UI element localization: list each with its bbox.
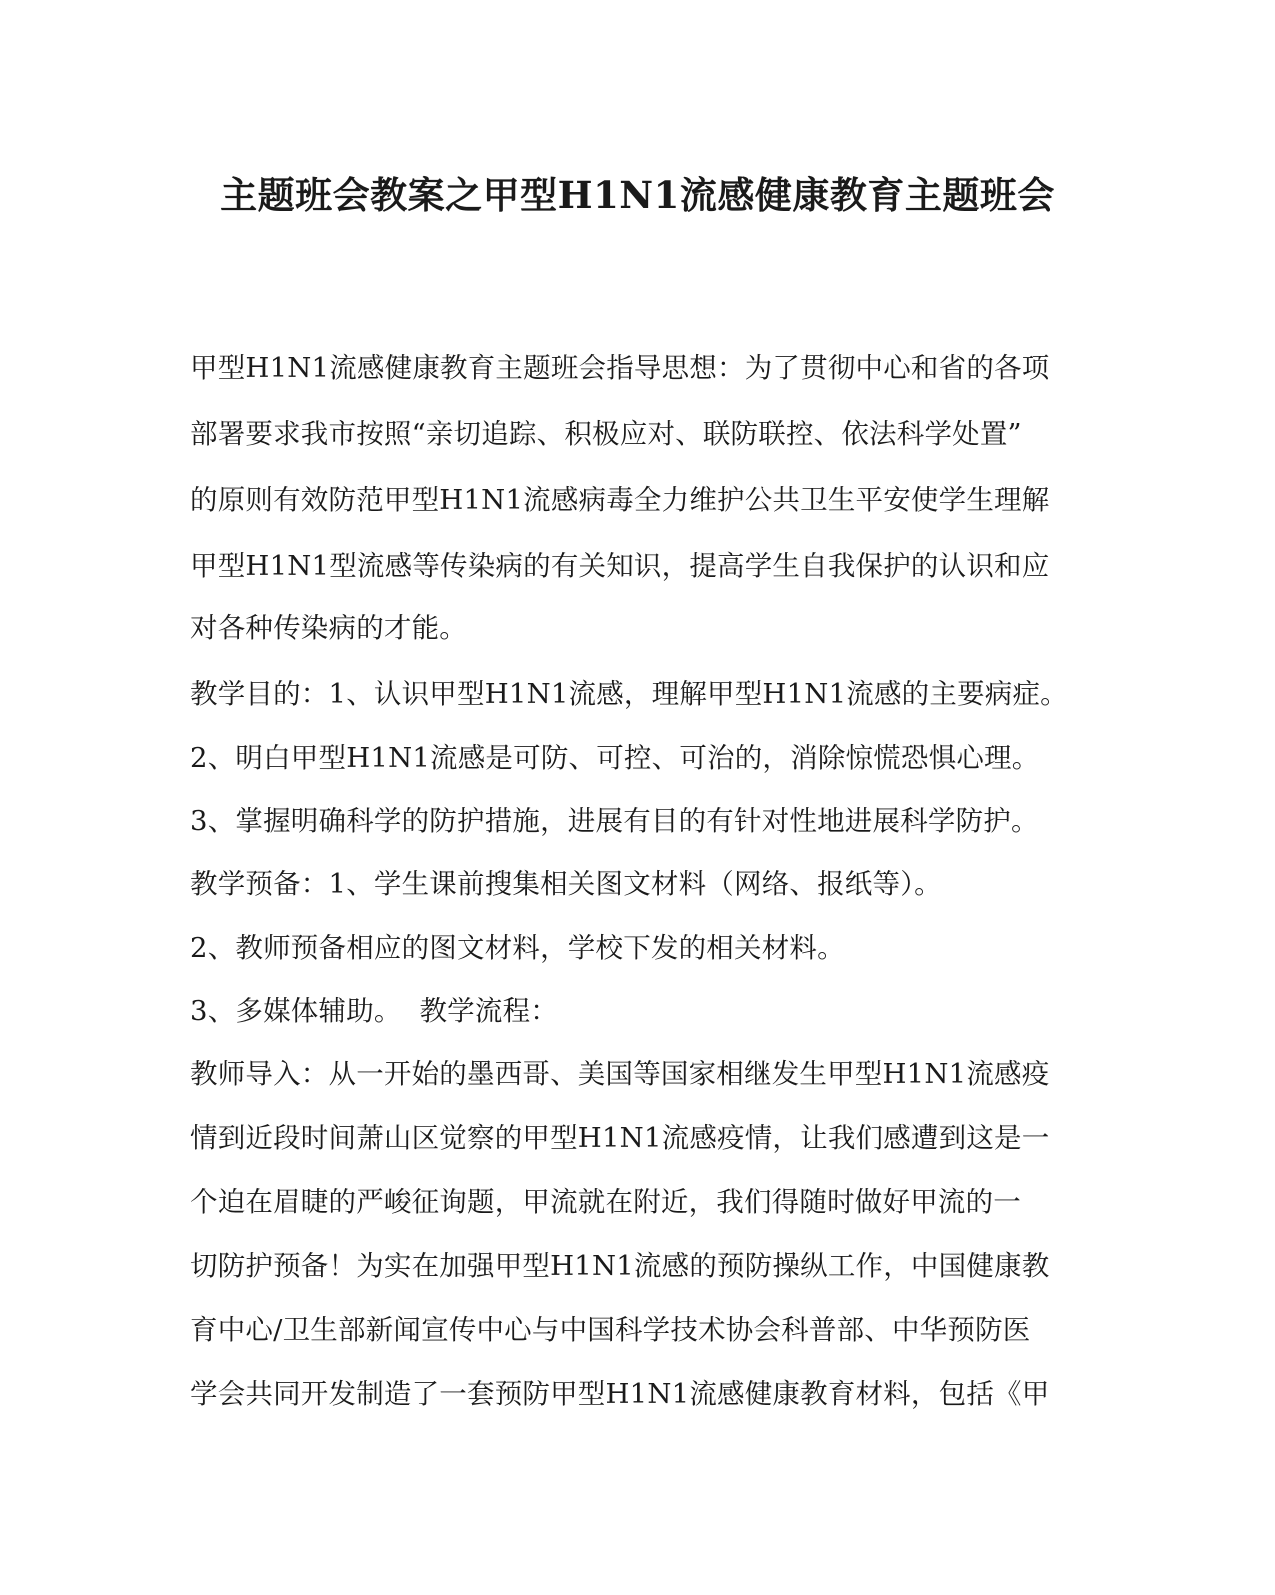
paragraph-line: 甲型H1N1型流感等传染病的有关知识，提高学生自我保护的认识和应 xyxy=(190,550,1050,582)
paragraph-line: 教师导入：从一开始的墨西哥、美国等国家相继发生甲型H1N1流感疫 xyxy=(190,1058,1050,1090)
paragraph-line: 的原则有效防范甲型H1N1流感病毒全力维护公共卫生平安使学生理解 xyxy=(190,484,1050,516)
paragraph-line: 切防护预备！为实在加强甲型H1N1流感的预防操纵工作，中国健康教 xyxy=(190,1250,1050,1282)
paragraph-line: 教学目的：1、认识甲型H1N1流感，理解甲型H1N1流感的主要病症。 xyxy=(190,678,1068,710)
paragraph-line: 个迫在眉睫的严峻征询题，甲流就在附近，我们得随时做好甲流的一 xyxy=(190,1186,1021,1218)
paragraph-line: 育中心/卫生部新闻宣传中心与中国科学技术协会科普部、中华预防医 xyxy=(190,1314,1031,1346)
paragraph-line: 2、明白甲型H1N1流感是可防、可控、可治的，消除惊慌恐惧心理。 xyxy=(190,742,1040,774)
paragraph-line: 学会共同开发制造了一套预防甲型H1N1流感健康教育材料，包括《甲 xyxy=(190,1378,1050,1410)
document-title: 主题班会教案之甲型H1N1流感健康教育主题班会 xyxy=(220,173,1055,217)
paragraph-line: 情到近段时间萧山区觉察的甲型H1N1流感疫情，让我们感遭到这是一 xyxy=(190,1122,1050,1154)
paragraph-line: 部署要求我市按照“亲切追踪、积极应对、联防联控、依法科学处置” xyxy=(190,418,1022,450)
paragraph-line: 教学预备：1、学生课前搜集相关图文材料（网络、报纸等）。 xyxy=(190,868,942,900)
paragraph-line: 3、掌握明确科学的防护措施，进展有目的有针对性地进展科学防护。 xyxy=(190,805,1039,837)
paragraph-line: 3、多媒体辅助。 教学流程： xyxy=(190,995,558,1027)
paragraph-line: 甲型H1N1流感健康教育主题班会指导思想：为了贯彻中心和省的各项 xyxy=(190,352,1050,384)
paragraph-line: 对各种传染病的才能。 xyxy=(190,612,467,644)
paragraph-line: 2、教师预备相应的图文材料，学校下发的相关材料。 xyxy=(190,932,845,964)
